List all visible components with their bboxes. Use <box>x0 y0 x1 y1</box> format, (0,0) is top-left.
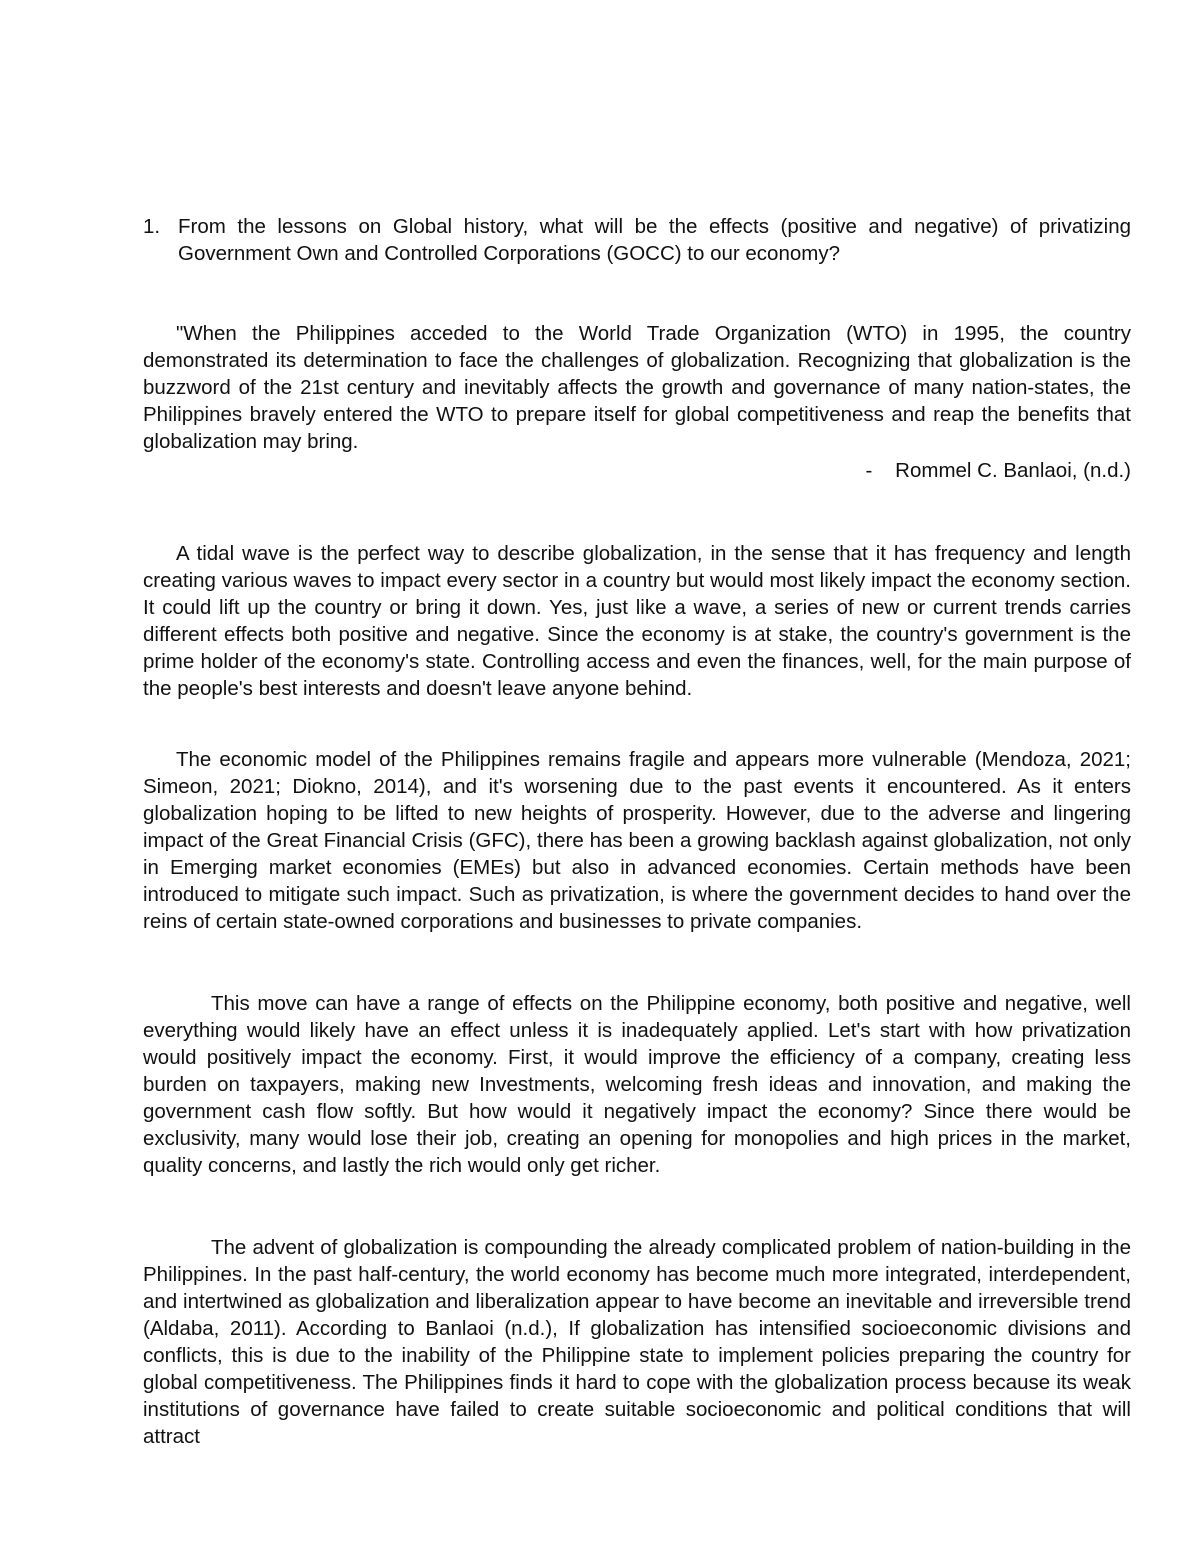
quote-attribution: - Rommel C. Banlaoi, (n.d.) <box>865 459 1131 482</box>
question-text: From the lessons on Global history, what will be the effects (positive and negative) of privatizing Government Own and Controlled Corporations (GOCC) to our economy? <box>178 215 1131 265</box>
question-number: 1. <box>143 215 161 238</box>
paragraph-advent-of-globalization: The advent of globalization is compounding the already complicated problem of nation-building in the Philippines. In the past half-century, the world economy has become much more integrated, interdependent, and intertwined as globalization and liberalization appear to have become an inevitable and irreversible trend (Aldaba, 2011). According to Banlaoi (n.d.), If globalization has intensified socioeconomic divisions and conflicts, this is due to the inability of the Philippine state to implement policies preparing the country for global competitiveness. The Philippines finds it hard to cope with the globalization process because its weak institutions of governance have failed to create suitable socioeconomic and political conditions that will attract <box>143 1236 1131 1448</box>
quote-text: "When the Philippines acceded to the World Trade Organization (WTO) in 1995, the country demonstrated its determination to face the challenges of globalization. Recognizing that globalization is the buzzword of the 21st century and inevitably affects the growth and governance of many nation-states, the Philippines bravely entered the WTO to prepare itself for global competitiveness and reap the benefits that globalization may bring. <box>143 322 1131 453</box>
paragraph-privatization-effects: This move can have a range of effects on the Philippine economy, both positive and negative, well everything would likely have an effect unless it is inadequately applied. Let's start with how privatization would positively impact the economy. First, it would improve the efficiency of a company, creating less burden on taxpayers, making new Investments, welcoming fresh ideas and innovation, and making the government cash flow softly. But how would it negatively impact the economy? Since there would be exclusivity, many would lose their job, creating an opening for monopolies and high prices in the market, quality concerns, and lastly the rich would only get richer. <box>143 992 1131 1177</box>
paragraph-economic-model: The economic model of the Philippines remains fragile and appears more vulnerable (Mendoza, 2021; Simeon, 2021; Diokno, 2014), and it's worsening due to the past events it encountered. As it enters globalization hoping to be lifted to new heights of prosperity. However, due to the adverse and lingering impact of the Great Financial Crisis (GFC), there has been a growing backlash against globalization, not only in Emerging market economies (EMEs) but also in advanced economies. Certain methods have been introduced to mitigate such impact. Such as privatization, is where the government decides to hand over the reins of certain state-owned corporations and businesses to private companies. <box>143 748 1131 933</box>
question-item <box>143 213 1131 267</box>
paragraph-tidal-wave: A tidal wave is the perfect way to describe globalization, in the sense that it has frequency and length creating various waves to impact every sector in a country but would most likely impact the economy section. It could lift up the country or bring it down. Yes, just like a wave, a series of new or current trends carries different effects both positive and negative. Since the economy is at stake, the country's government is the prime holder of the economy's state. Controlling access and even the finances, well, for the main purpose of the people's best interests and doesn't leave anyone behind. <box>143 542 1131 700</box>
